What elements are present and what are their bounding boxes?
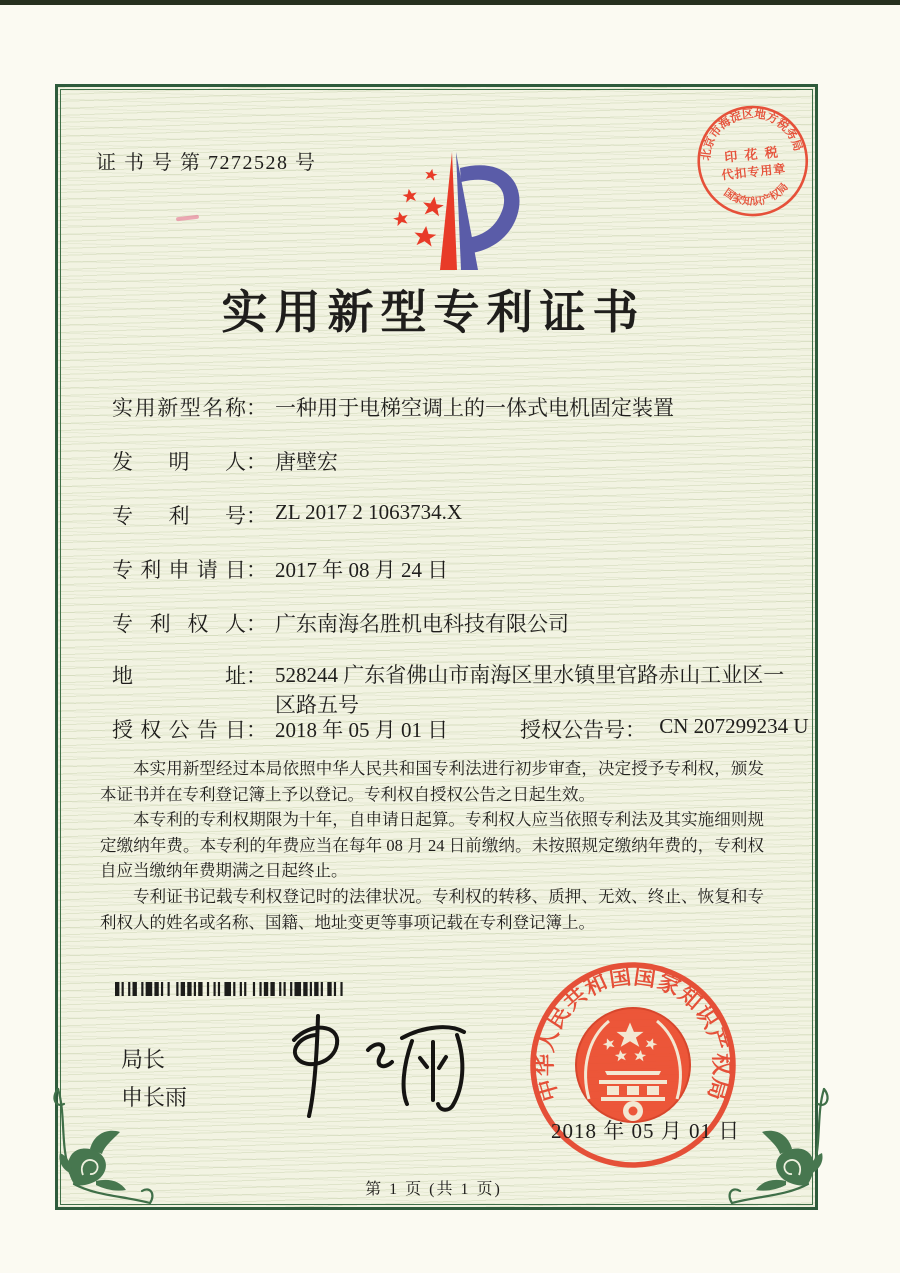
grant-no-group [520, 714, 809, 744]
scan-edge-strip [0, 0, 900, 5]
field-row-utility-name [112, 392, 674, 422]
field-row-inventor [112, 446, 338, 476]
legal-paragraph-3: 专利证书记载专利权登记时的法律状况。专利权的转移、质押、无效、终止、恢复和专利权人的姓名或名称、国籍、地址变更等事项记载在专利登记簿上。 [100, 886, 764, 932]
field-colon: ： [246, 396, 267, 420]
grant-no-label: 授权公告号 [520, 718, 625, 742]
field-value: 广东南海名胜机电科技有限公司 [275, 612, 569, 636]
field-label: 专利申请日 [112, 558, 246, 582]
legal-paragraph-1: 本实用新型经过本局依照中华人民共和国专利法进行初步审查，决定授予专利权，颁发本证书并在专利登记簿上予以登记。专利权自授权公告之日起生效。 [100, 759, 764, 804]
grant-no-value: CN 207299234 U [659, 714, 809, 738]
tax-seal-center-line2: 代扣专用章 [720, 161, 787, 183]
officer-signature [252, 1010, 480, 1133]
field-colon: ： [246, 558, 267, 582]
document-title: 实用新型专利证书 [221, 287, 646, 338]
field-value: ZL 2017 2 1063734.X [275, 500, 463, 524]
field-row-grant [112, 714, 809, 744]
field-value: 唐壁宏 [275, 450, 338, 474]
officer-title: 局长 [121, 1047, 166, 1072]
tax-seal-arc-bottom-text: 国家知识产权局 [721, 181, 791, 209]
grant-date-value: 2018 年 05 月 01 日 [275, 718, 449, 742]
field-colon: ： [246, 718, 267, 742]
field-row-patentee [112, 608, 569, 638]
legal-paragraph-2: 本专利的专利权期限为十年，自申请日起算。专利权人应当依照专利法及其实施细则规定缴纳年费。本专利的年费应当在每年 08 月 24 日前缴纳。未按照规定缴纳年费的，专利权自应当缴纳年费期满之日起终止。 [100, 810, 764, 881]
field-colon: ： [625, 718, 646, 742]
field-value: 528244 广东省佛山市南海区里水镇里官路赤山工业区一区路五号 [275, 663, 785, 717]
cnipa-seal-arc-text: 中华人民共和国国家知识产权局 [531, 963, 735, 1105]
field-row-address [112, 660, 787, 720]
field-colon: ： [246, 612, 267, 636]
field-row-patent-no [112, 500, 462, 530]
field-label: 专利权人 [112, 612, 246, 636]
page-number-footer: 第 1 页 (共 1 页) [365, 1181, 502, 1198]
tax-stamp-seal [688, 96, 818, 231]
national-emblem-icon [576, 1008, 690, 1122]
field-label: 地址 [112, 664, 246, 688]
certificate-number: 证 书 号 第 7272528 号 [96, 152, 317, 174]
field-value: 2017 年 08 月 24 日 [275, 558, 449, 582]
field-label: 实用新型名称 [112, 396, 246, 420]
field-label: 发明人 [112, 450, 246, 474]
field-label: 专利号 [112, 504, 246, 528]
barcode [115, 982, 347, 1001]
tax-seal-arc-top-text: 北京市海淀区地方税务局 [700, 108, 804, 162]
tax-seal-center-line1: 印 花 税 [723, 144, 781, 165]
field-label: 授权公告日 [112, 718, 246, 742]
legal-text-block [100, 756, 764, 935]
field-value: 一种用于电梯空调上的一体式电机固定装置 [275, 396, 674, 420]
field-colon: ： [246, 450, 267, 474]
seal-date: 2018 年 05 月 01 日 [551, 1119, 741, 1143]
field-row-filing-date [112, 554, 448, 584]
field-colon: ： [246, 664, 267, 688]
officer-name: 申长雨 [121, 1085, 188, 1110]
cnipa-patent-logo-icon [345, 146, 535, 283]
field-colon: ： [246, 504, 267, 528]
